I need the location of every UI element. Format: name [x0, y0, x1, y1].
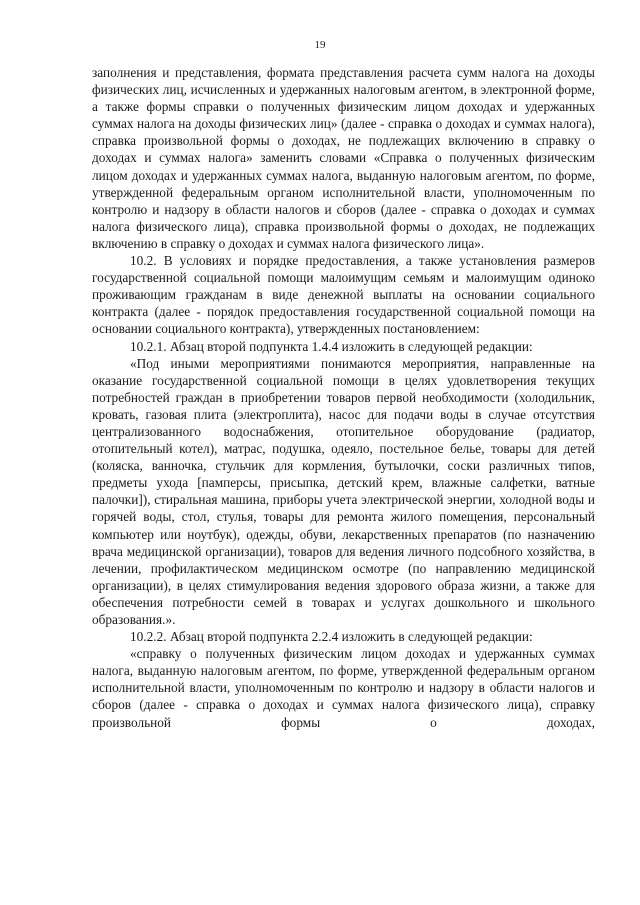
paragraph-10-2: 10.2. В условиях и порядке предоставления, а также установления размеров государственной социальной помощи малоимущим семьям и малоимущим одиноко проживающим гражданам в виде денежной выплаты на основании социального контракта (далее - порядок предоставления государственной социальной помощи на основании социального контракта), утвержденных постановлением: — [92, 253, 595, 337]
paragraph-quote-other-measures: «Под иными мероприятиями понимаются мероприятия, направленные на оказание государственной социальной помощи в целях удовлетворения текущих потребностей граждан в приобретении товаров первой необходимости (холодильник, кровать, газовая плита (электроплита), насос для подачи воды в случае отсутствия централизованного водоснабжения, отопительное оборудование (радиатор, отопительный котел), матрас, подушка, одеяло, постельное белье, товары для детей (коляска, ванночка, стульчик для кормления, бутылочки, соски различных типов, предметы ухода [памперсы, присыпка, детский крем, влажные салфетки, ватные палочки]), стиральная машина, приборы учета электрической энергии, холодной воды и горячей воды, стол, стулья, товары для ремонта жилого помещения, персональный компьютер или ноутбук), одежды, обуви, лекарственных препаратов (по назначению врача медицинской организации), товаров для ведения личного подсобного хозяйства, в лечении, профилактическом медицинском осмотре (по направлению медицинской организации), в целях стимулирования ведения здорового образа жизни, а также для обеспечения потребности семей в товарах и услугах дошкольного и школьного образования.». — [92, 355, 595, 627]
document-body — [92, 64, 595, 731]
paragraph-10-2-1: 10.2.1. Абзац второй подпункта 1.4.4 изложить в следующей редакции: — [130, 338, 533, 354]
paragraph-continuation: заполнения и представления, формата представления расчета сумм налога на доходы физических лиц, исчисленных и удержанных налоговым агентом, в электронной форме, а также формы справки о полученных физическим лицом доходах и удержанных суммах налога на доходы физических лиц» (далее - справка о доходах и суммах налога), справка произвольной формы о доходах, не подлежащих включению в справку о доходах и суммах налога» заменить словами «Справка о полученных физическим лицом доходах и удержанных суммах налога, выданную налоговым агентом, по форме, утвержденной федеральным органом исполнительной власти, уполномоченным по контролю и надзору в области налогов и сборов (далее - справка о доходах и суммах налога физического лица), справка произвольной формы о доходах, не подлежащих включению в справку о доходах и суммах налога физического лица». — [92, 65, 595, 251]
paragraph-10-2-2: 10.2.2. Абзац второй подпункта 2.2.4 изложить в следующей редакции: — [130, 629, 533, 645]
paragraph-quote-income-certificate: «справку о полученных физическим лицом доходах и удержанных суммах налога, выданную налоговым агентом, по форме, утвержденной федеральным органом исполнительной власти, уполномоченным по контролю и надзору в области налогов и сборов (далее - справка о доходах и суммах налога физического лица), справку произвольной формы о доходах, — [92, 646, 595, 730]
page-number: 19 — [314, 39, 326, 51]
